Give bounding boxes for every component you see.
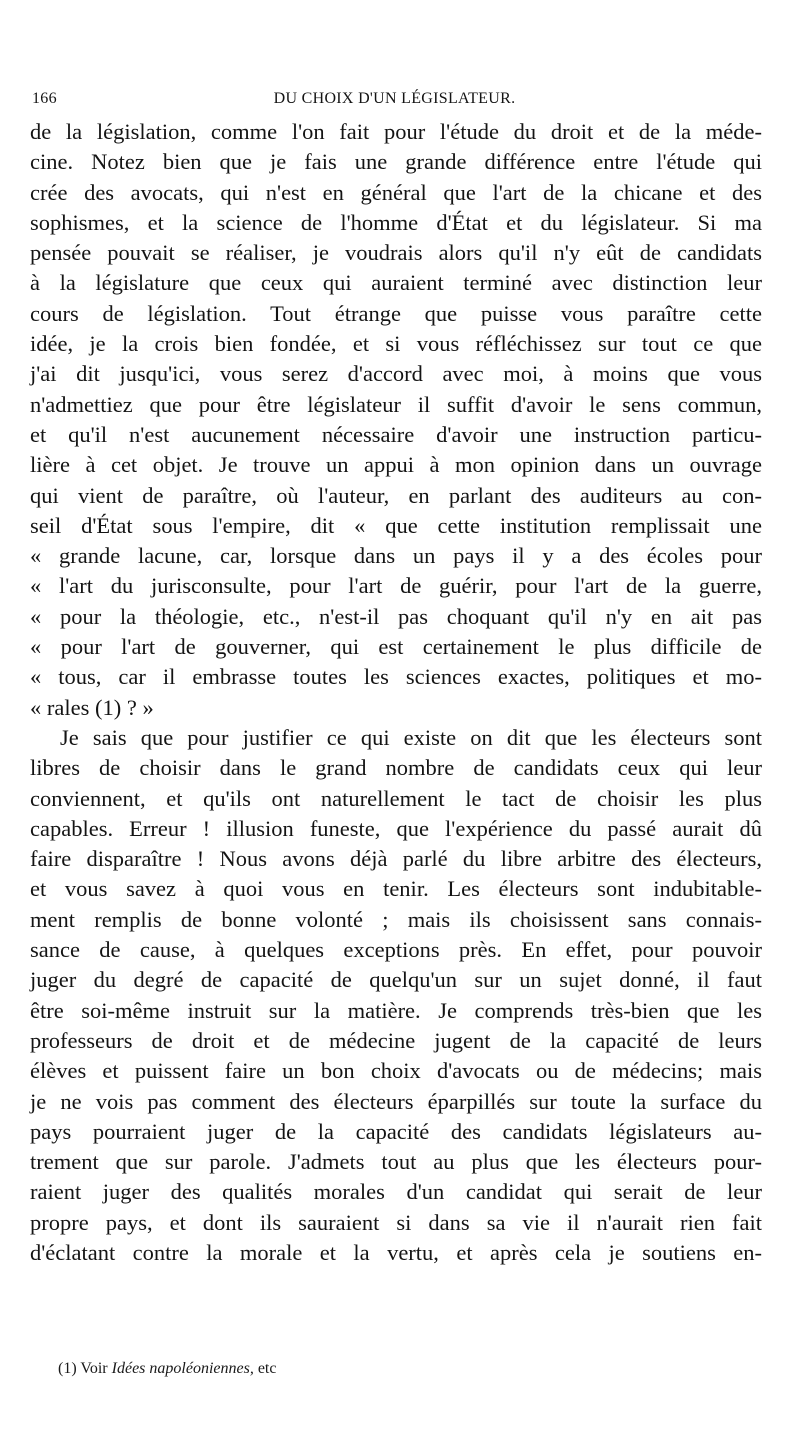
- text-line: sophismes, et la science de l'homme d'État et du législateur. Si ma: [30, 209, 762, 235]
- text-line: conviennent, et qu'ils ont naturellement le tact de choisir les plus: [30, 785, 762, 811]
- footnote-title: Idées napoléoniennes,: [111, 1360, 254, 1377]
- text-line: professeurs de droit et de médecine jugent de la capacité de leurs: [30, 1027, 762, 1053]
- text-line: cours de législation. Tout étrange que puisse vous paraître cette: [30, 300, 762, 326]
- text-line: raient juger des qualités morales d'un candidat qui serait de leur: [30, 1179, 762, 1205]
- text-line: pays pourraient juger de la capacité des candidats législateurs au-: [30, 1118, 762, 1144]
- text-line-indented: Je sais que pour justifier ce qui existe on dit que les électeurs sont: [60, 724, 762, 750]
- text-line: de la législation, comme l'on fait pour l'étude du droit et de la méde-: [30, 119, 762, 144]
- text-line: crée des avocats, qui n'est en général que l'art de la chicane et des: [30, 179, 762, 205]
- text-line: capables. Erreur ! illusion funeste, que l'expérience du passé aurait dû: [30, 815, 762, 841]
- text-line: juger du degré de capacité de quelqu'un sur un sujet donné, il faut: [30, 967, 762, 993]
- text-line: « pour la théologie, etc., n'est-il pas choquant qu'il n'y en ait pas: [30, 603, 762, 629]
- text-line: pensée pouvait se réaliser, je voudrais alors qu'il n'y eût de candidats: [30, 240, 762, 266]
- text-line: d'éclatant contre la morale et la vertu, et après cela je soutiens en-: [30, 1239, 762, 1265]
- text-line: « l'art du jurisconsulte, pour l'art de guérir, pour l'art de la guerre,: [30, 573, 762, 599]
- text-line: sance de cause, à quelques exceptions près. En effet, pour pouvoir: [30, 937, 762, 963]
- text-line: je ne vois pas comment des électeurs éparpillés sur toute la surface du: [30, 1088, 762, 1114]
- text-line: « rales (1) ? »: [30, 694, 154, 720]
- text-line: seil d'État sous l'empire, dit « que cette institution remplissait une: [30, 512, 762, 538]
- text-line: ment remplis de bonne volonté ; mais ils choisissent sans connais-: [30, 906, 762, 932]
- text-line: « grande lacune, car, lorsque dans un pays il y a des écoles pour: [30, 543, 762, 569]
- text-line: être soi-même instruit sur la matière. Je comprends très-bien que les: [30, 997, 762, 1023]
- text-line: et qu'il n'est aucunement nécessaire d'avoir une instruction particu-: [30, 421, 762, 447]
- footnote: [58, 1360, 276, 1378]
- text-line: à la législature que ceux qui auraient terminé avec distinction leur: [30, 270, 762, 296]
- text-line: élèves et puissent faire un bon choix d'avocats ou de médecins; mais: [30, 1058, 762, 1084]
- footnote-marker: (1) Voir: [58, 1360, 112, 1377]
- text-line: n'admettiez que pour être législateur il suffit d'avoir le sens commun,: [30, 391, 762, 417]
- text-line: propre pays, et dont ils sauraient si dans sa vie il n'aurait rien fait: [30, 1209, 762, 1235]
- page-number: 166: [32, 90, 57, 107]
- footnote-rest: etc: [253, 1360, 277, 1377]
- text-line: « pour l'art de gouverner, qui est certainement le plus difficile de: [30, 634, 762, 660]
- text-line: trement que sur parole. J'admets tout au plus que les électeurs pour-: [30, 1149, 762, 1175]
- text-line: faire disparaître ! Nous avons déjà parlé du libre arbitre des électeurs,: [30, 846, 762, 872]
- page-header: [32, 86, 757, 116]
- text-line: idée, je la crois bien fondée, et si vous réfléchissez sur tout ce que: [30, 331, 762, 357]
- text-line: libres de choisir dans le grand nombre de candidats ceux qui leur: [30, 755, 762, 781]
- text-line: « tous, car il embrasse toutes les sciences exactes, politiques et mo-: [30, 664, 762, 690]
- running-title: DU CHOIX D'UN LÉGISLATEUR.: [273, 90, 516, 107]
- text-line: lière à cet objet. Je trouve un appui à mon opinion dans un ouvrage: [30, 452, 762, 478]
- text-line: et vous savez à quoi vous en tenir. Les électeurs sont indubitable-: [30, 876, 762, 902]
- text-line: j'ai dit jusqu'ici, vous serez d'accord avec moi, à moins que vous: [30, 361, 762, 387]
- body-text: [30, 117, 762, 1268]
- text-line: cine. Notez bien que je fais une grande différence entre l'étude qui: [30, 149, 762, 175]
- text-line: qui vient de paraître, où l'auteur, en parlant des auditeurs au con-: [30, 482, 762, 508]
